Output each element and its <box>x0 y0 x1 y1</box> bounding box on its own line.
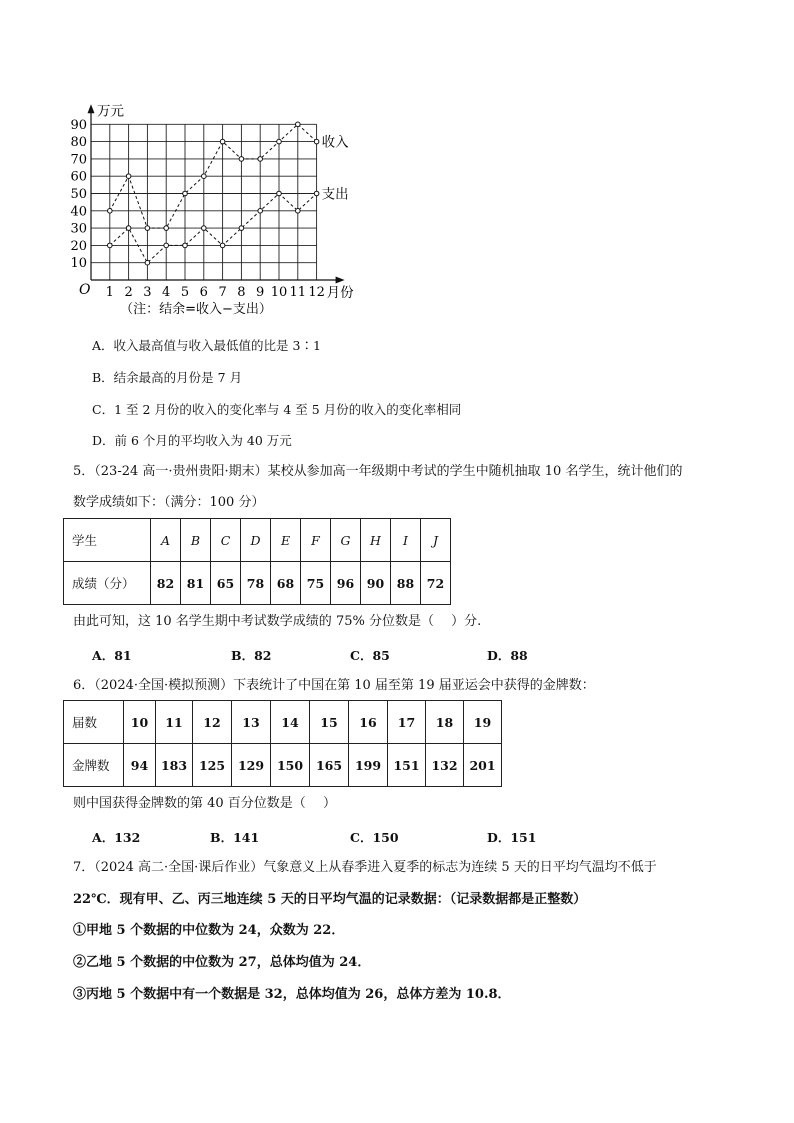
q6-option-a[interactable]: A．132 <box>92 830 141 845</box>
q7-item-3: ③丙地 5 个数据中有一个数据是 32，总体均值为 26，总体方差为 10.8． <box>73 987 511 1002</box>
q5-question: 由此可知，这 10 名学生期中考试数学成绩的 75% 分位数是（ ）分. <box>73 614 482 629</box>
x-tick-label: 8 <box>237 285 246 300</box>
q6-gold-cell: 132 <box>426 744 464 787</box>
q5-score-cell: 78 <box>241 562 271 605</box>
q5-student-cell: E <box>271 519 301 562</box>
q6-session-cell: 12 <box>193 701 232 744</box>
data-point <box>314 139 319 144</box>
data-point <box>220 139 225 144</box>
data-point <box>239 157 244 162</box>
q5-stem-line2: 数学成绩如下：（满分：100 分） <box>73 495 265 510</box>
y-tick-label: 20 <box>70 238 87 254</box>
data-point <box>126 174 131 179</box>
q6-session-cell: 11 <box>156 701 193 744</box>
q5-student-cell: H <box>361 519 391 562</box>
q5-score-cell: 72 <box>421 562 451 605</box>
data-point <box>258 157 263 162</box>
q4-option-a[interactable]: A．收入最高值与收入最低值的比是 3∶1 <box>92 338 321 353</box>
q6-stem-line1: 6．（2024·全国·模拟预测）下表统计了中国在第 10 届至第 19 届亚运会中获得的金牌数： <box>73 678 595 693</box>
data-point <box>108 209 113 214</box>
q6-table-value-row <box>64 744 502 787</box>
x-tick-label: 5 <box>180 285 190 300</box>
origin-label: O <box>79 282 91 298</box>
q6-gold-cell: 151 <box>388 744 426 787</box>
q6-gold-cell: 125 <box>193 744 232 787</box>
q4-option-b[interactable]: B．结余最高的月份是 7 月 <box>92 370 243 385</box>
q5-score-cell: 88 <box>391 562 421 605</box>
y-tick-label: 50 <box>70 187 87 202</box>
q5-table-header-row <box>64 519 451 562</box>
q6-row-label-gold: 金牌数 <box>64 744 124 787</box>
data-point <box>314 191 319 196</box>
q5-score-table <box>63 518 451 605</box>
x-axis-label: 月份 <box>326 285 354 301</box>
q5-option-b[interactable]: B．82 <box>231 648 272 663</box>
x-axis-arrow <box>336 277 345 284</box>
q6-session-cell: 15 <box>310 701 349 744</box>
x-tick-label: 7 <box>218 285 227 300</box>
q5-row-label-student: 学生 <box>64 519 151 562</box>
q6-option-c[interactable]: C．150 <box>350 830 399 845</box>
data-point <box>145 260 150 265</box>
x-tick-label: 12 <box>308 285 325 300</box>
q6-session-cell: 14 <box>271 701 310 744</box>
y-tick-label: 60 <box>70 169 87 185</box>
q5-student-cell: J <box>421 519 451 562</box>
x-tick-label: 2 <box>124 285 133 300</box>
chart-note: （注：结余=收入−支出） <box>120 302 272 317</box>
q6-option-b[interactable]: B．141 <box>210 830 260 845</box>
q5-score-cell: 68 <box>271 562 301 605</box>
x-tick-label: 9 <box>256 285 265 300</box>
q5-row-label-score: 成绩（分） <box>64 562 151 605</box>
q7-stem-line2: 22℃．现有甲、乙、丙三地连续 5 天的日平均气温的记录数据：（记录数据都是正整数） <box>73 892 587 907</box>
q5-student-cell: G <box>331 519 361 562</box>
y-tick-label: 80 <box>70 135 87 151</box>
x-tick-label: 4 <box>162 285 171 300</box>
q6-question: 则中国获得金牌数的第 40 百分位数是（ ） <box>73 796 336 811</box>
q5-score-cell: 82 <box>151 562 181 605</box>
q5-score-cell: 75 <box>301 562 331 605</box>
y-tick-label: 30 <box>70 221 87 237</box>
data-point <box>277 191 282 196</box>
q6-table-header-row <box>64 701 502 744</box>
income-expense-chart <box>60 100 370 320</box>
q6-gold-cell: 165 <box>310 744 349 787</box>
data-point <box>183 191 188 196</box>
q6-gold-cell: 129 <box>232 744 271 787</box>
data-point <box>202 174 207 179</box>
data-point <box>108 243 113 248</box>
y-axis-label: 万元 <box>97 103 124 120</box>
series-label: 收入 <box>321 134 349 151</box>
q5-score-cell: 81 <box>181 562 211 605</box>
q6-session-cell: 18 <box>426 701 464 744</box>
data-point <box>277 139 282 144</box>
y-tick-label: 70 <box>70 152 87 168</box>
x-tick-label: 11 <box>289 285 307 300</box>
q5-option-a[interactable]: A．81 <box>92 648 132 663</box>
q5-table-value-row <box>64 562 451 605</box>
q5-option-d[interactable]: D．88 <box>487 648 528 663</box>
q6-session-cell: 19 <box>464 701 502 744</box>
q5-student-cell: I <box>391 519 421 562</box>
q5-score-cell: 90 <box>361 562 391 605</box>
data-point <box>220 243 225 248</box>
y-tick-label: 90 <box>70 117 87 133</box>
q6-gold-medal-table <box>63 700 502 787</box>
q5-student-cell: B <box>181 519 211 562</box>
data-point <box>296 209 301 214</box>
q5-student-cell: F <box>301 519 331 562</box>
data-point <box>239 226 244 231</box>
q7-stem-line1: 7．（2024 高二·全国·课后作业）气象意义上从春季进入夏季的标志为连续 5 天的日平均气温均不低于 <box>73 860 657 875</box>
data-point <box>126 226 131 231</box>
q5-score-cell: 65 <box>211 562 241 605</box>
x-tick-label: 1 <box>105 285 114 300</box>
data-point <box>164 243 169 248</box>
q7-item-2: ②乙地 5 个数据的中位数为 27，总体均值为 24． <box>73 955 371 970</box>
y-tick-label: 10 <box>70 256 87 272</box>
data-point <box>258 209 263 214</box>
x-tick-label: 3 <box>143 285 152 300</box>
q5-score-cell: 96 <box>331 562 361 605</box>
q4-option-d[interactable]: D．前 6 个月的平均收入为 40 万元 <box>92 433 292 448</box>
q6-session-cell: 17 <box>388 701 426 744</box>
q6-session-cell: 16 <box>349 701 388 744</box>
q6-option-d[interactable]: D．151 <box>487 830 537 845</box>
q4-option-c[interactable]: C．1 至 2 月份的收入的变化率与 4 至 5 月份的收入的变化率相同 <box>92 402 462 417</box>
q6-gold-cell: 201 <box>464 744 502 787</box>
y-tick-label: 40 <box>70 204 87 220</box>
q6-gold-cell: 199 <box>349 744 388 787</box>
q6-session-cell: 10 <box>124 701 156 744</box>
q7-item-1: ①甲地 5 个数据的中位数为 24，众数为 22． <box>73 923 345 938</box>
q5-student-cell: C <box>211 519 241 562</box>
y-axis-arrow <box>88 104 95 113</box>
series-label: 支出 <box>321 186 349 203</box>
q6-gold-cell: 183 <box>156 744 193 787</box>
q6-gold-cell: 94 <box>124 744 156 787</box>
data-point <box>183 243 188 248</box>
q5-option-c[interactable]: C．85 <box>350 648 390 663</box>
chart-grid <box>91 124 317 280</box>
x-tick-label: 10 <box>270 285 288 300</box>
data-point <box>296 122 301 127</box>
q5-student-cell: D <box>241 519 271 562</box>
q5-stem-line1: 5．（23-24 高一·贵州贵阳·期末）某校从参加高一年级期中考试的学生中随机抽取 10 名学生，统计他们的 <box>73 464 683 479</box>
data-point <box>145 226 150 231</box>
q5-student-cell: A <box>151 519 181 562</box>
data-point <box>164 226 169 231</box>
q6-session-cell: 13 <box>232 701 271 744</box>
q6-row-label-session: 届数 <box>64 701 124 744</box>
x-tick-label: 6 <box>199 285 208 300</box>
data-point <box>202 226 207 231</box>
q6-gold-cell: 150 <box>271 744 310 787</box>
